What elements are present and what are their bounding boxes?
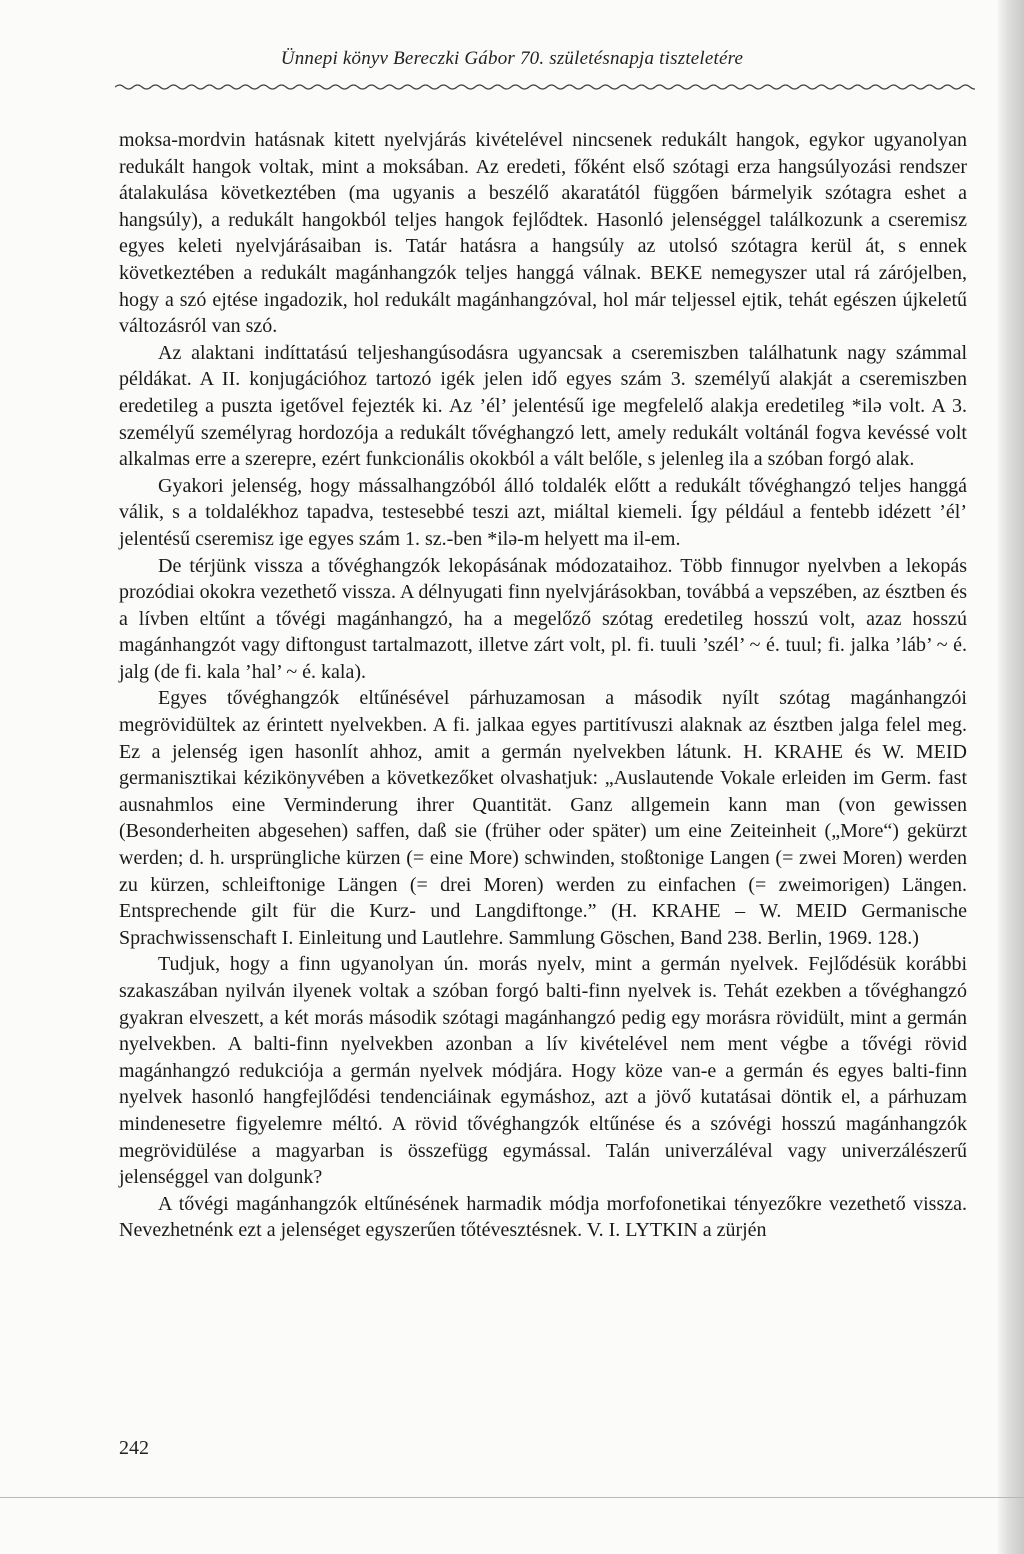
paragraph-2: Az alaktani indíttatású teljeshangúsodásra ugyancsak a cseremiszben találhatunk nagy számmal példákat. A II. konjugációhoz tartozó igék jelen idő egyes szám 3. személyű alakját a cseremiszben eredetileg a puszta igetővel fejezték ki. Az ’él’ jelentésű ige megfelelő alakja eredetileg *ilə volt. A 3. személyű személyrag hordozója a redukált tővéghangzó lett, amely redukált voltánál fogva kevéssé volt alkalmas erre a szerepre, ezért funkcionális okokból a vált belőle, s jelenleg ila a szóban forgó alak. [119, 341, 967, 471]
page-edge-shadow [998, 0, 1024, 1554]
paragraph-3: Gyakori jelenség, hogy mássalhangzóból álló toldalék előtt a redukált tővéghangzó teljes hanggá válik, s a toldalékhoz tapadva, testesebbé teszi azt, miáltal kiemeli. Így például a fentebb idézett ’él’ jelentésű cseremisz ige egyes szám 1. sz.-ben *ilə-m helyett ma il-em. [119, 474, 967, 550]
body-text [119, 127, 967, 1244]
scan-bottom-line [0, 1497, 1024, 1498]
page-number: 242 [119, 1437, 149, 1459]
paragraph-5: Egyes tővéghangzók eltűnésével párhuzamosan a második nyílt szótag magánhangzói megrövidültek az érintett nyelvekben. A fi. jalkaa egyes partitívuszi alaknak az észtben jalga felel meg. Ez a jelenség igen hasonlít ahhoz, amit a germán nyelvekben látunk. H. KRAHE és W. MEID germanisztikai kézikönyvében a következőket olvashatjuk: „Auslautende Vokale erleiden im Germ. fast ausnahmlos eine Verminderung ihrer Quantität. Ganz allgemein kann man (von gewissen (Besonderheiten abgesehen) saffen, daß sie (früher oder später) um eine Zeiteinheit („More“) gekürzt werden; d. h. ursprüngliche kürzen (= eine More) schwinden, stoßtonige Langen (= zwei Moren) werden zu kürzen, schleiftonige Längen (= drei Moren) werden zu einfachen (= zweimorigen) Längen. Entsprechende gilt für die Kurz- und Langdiftonge.” (H. KRAHE – W. MEID Germanische Sprachwissenschaft I. Einleitung und Lautlehre. Sammlung Göschen, Band 238. Berlin, 1969. 128.) [119, 687, 967, 949]
wavy-rule-divider [115, 82, 975, 92]
paragraph-1: moksa-mordvin hatásnak kitett nyelvjárás kivételével nincsenek redukált hangok, egykor ugyanolyan redukált hangok voltak, mint a moksában. Az eredeti, főként első szótagi erza hangsúlyozási rendszer átalakulása következtében (ma ugyanis a beszélő akaratától függően bármelyik szótagra eshet a hangsúly), a redukált hangokból teljes hangok fejlődtek. Hasonló jelenséggel találkozunk a cseremisz egyes keleti nyelvjárásaiban is. Tatár hatásra a hangsúly az utolsó szótagra kerül át, s ennek következtében a redukált magánhangzók teljes hanggá válnak. BEKE nemegyszer utal rá zárójelben, hogy a szó ejtése ingadozik, hol redukált magánhangzóval, hol már teljessel ejtik, tehát egészen újkeletű változásról van szó. [119, 129, 967, 338]
paragraph-7: A tővégi magánhangzók eltűnésének harmadik módja morfofonetikai tényezőkre vezethető vissza. Nevezhetnénk ezt a jelenséget egyszerűen tőtévesztésnek. V. I. LYTKIN a zürjén [119, 1192, 967, 1242]
paragraph-6: Tudjuk, hogy a finn ugyanolyan ún. morás nyelv, mint a germán nyelvek. Fejlődésük korábbi szakaszában nyilván ilyenek voltak a szóban forgó balti-finn nyelvek is. Tehát ezekben a tővéghangzó gyakran elveszett, a két morás második szótagi magánhangzó pedig egy morásra rövidült, mint a germán nyelvekben. A balti-finn nyelvekben azonban a lív kivételével nem ment végbe a tővégi rövid magánhangzó redukciója a germán nyelvek módjára. Hogy köze van-e a germán és egyes balti-finn nyelvek hasonló hangfejlődési tendenciáinak egymáshoz, azt a jövő kutatásai döntik el, a párhuzam mindenesetre figyelemre méltó. A rövid tővéghangzók eltűnése és a szóvégi hosszú magánhangzók megrövidülése a magyarban is összefügg egymással. Talán univerzáléval vagy univerzálészerű jelenséggel van dolgunk? [119, 953, 967, 1189]
running-head: Ünnepi könyv Bereczki Gábor 70. születésnapja tiszteletére [280, 48, 744, 69]
paragraph-4: De térjünk vissza a tővéghangzók lekopásának módozataihoz. Több finnugor nyelvben a lekopás prozódiai okokra vezethető vissza. A délnyugati finn nyelvjárásokban, továbbá a vepszében, az észtben és a lívben eltűnt a tővégi magánhangzó, ha a megelőző szótag eredetileg hosszú volt, azaz hosszú magánhangzót vagy diftongust tartalmazott, illetve zárt volt, pl. fi. tuuli ’szél’ ~ é. tuul; fi. jalka ’láb’ ~ é. jalg (de fi. kala ’hal’ ~ é. kala). [119, 554, 967, 683]
